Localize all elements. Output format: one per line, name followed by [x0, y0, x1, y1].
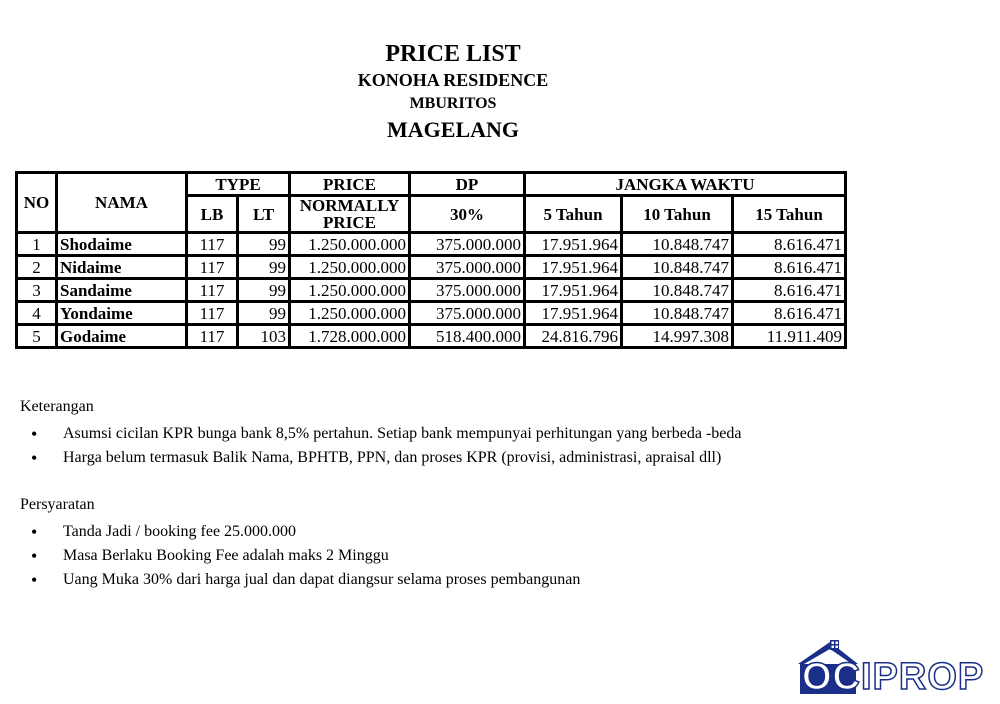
cell-5-tahun: 17.951.964 [526, 280, 623, 303]
cell-5-tahun: 17.951.964 [526, 234, 623, 257]
cell-10-tahun: 10.848.747 [623, 257, 734, 280]
cell-10-tahun: 10.848.747 [623, 234, 734, 257]
table-row [18, 303, 844, 326]
cell-10-tahun: 10.848.747 [623, 303, 734, 326]
cell-5-tahun: 24.816.796 [526, 326, 623, 346]
cell-5-tahun: 17.951.964 [526, 257, 623, 280]
keterangan-list [20, 422, 742, 470]
persyaratan-list [20, 520, 580, 592]
keterangan-section [20, 398, 742, 470]
cell-nama: Nidaime [58, 257, 188, 280]
area-name: MBURITOS [409, 95, 497, 112]
table-row [18, 326, 844, 346]
keterangan-title: Keterangan [20, 398, 94, 415]
cell-nama: Godaime [58, 326, 188, 346]
cell-15-tahun: 8.616.471 [734, 303, 844, 326]
cell-no: 4 [18, 303, 58, 326]
table-row [18, 234, 844, 257]
persyaratan-section [20, 496, 580, 592]
table-row [18, 280, 844, 303]
cell-lb: 117 [188, 303, 239, 326]
cell-15-tahun: 11.911.409 [766, 326, 842, 346]
cell-dp: 375.000.000 [411, 280, 526, 303]
cell-15-tahun: 8.616.471 [734, 280, 844, 303]
cell-nama: Shodaime [58, 234, 188, 257]
cell-no: 2 [18, 257, 58, 280]
cell-5-tahun: 17.951.964 [526, 303, 623, 326]
persyaratan-title: Persyaratan [20, 496, 95, 513]
list-item: • Masa Berlaku Booking Fee adalah maks 2 Minggu [20, 544, 580, 568]
cell-price: 1.250.000.000 [291, 234, 411, 257]
cell-lt: 99 [239, 257, 291, 280]
cell-dp: 375.000.000 [411, 257, 526, 280]
cell-lt: 99 [239, 303, 291, 326]
header-dp-percent: 30% [411, 197, 526, 234]
cell-no: 5 [18, 326, 58, 346]
list-item: • Asumsi cicilan KPR bunga bank 8,5% pertahun. Setiap bank mempunyai perhitungan yang berbeda -beda [20, 422, 742, 446]
cell-lb: 117 [188, 280, 239, 303]
header-type: TYPE [188, 174, 291, 197]
cell-lt: 99 [239, 280, 291, 303]
cell-price: 1.250.000.000 [291, 303, 411, 326]
header-price: PRICE [291, 174, 411, 197]
header-normally-price: NORMALLY PRICE [291, 197, 411, 234]
list-item: • Harga belum termasuk Balik Nama, BPHTB, PPN, dan proses KPR (provisi, administrasi, apraisal dll) [20, 446, 742, 470]
header-dp: DP [411, 174, 526, 197]
header-5-tahun: 5 Tahun [526, 197, 623, 234]
cell-no: 1 [18, 234, 58, 257]
header-15-tahun: 15 Tahun [734, 197, 844, 234]
logo-text: OCIPROP [802, 656, 985, 698]
cell-lt: 103 [239, 326, 291, 346]
header-no: NO [18, 174, 58, 234]
page-title: PRICE LIST [385, 41, 521, 67]
cell-lt: 99 [239, 234, 291, 257]
price-table [15, 171, 847, 349]
cell-price: 1.728.000.000 [291, 326, 411, 346]
cell-lb: 117 [188, 326, 239, 346]
table-row [18, 257, 844, 280]
cell-lb: 117 [188, 234, 239, 257]
ociprop-logo [796, 638, 992, 698]
cell-dp: 375.000.000 [411, 234, 526, 257]
list-item: • Tanda Jadi / booking fee 25.000.000 [20, 520, 580, 544]
cell-10-tahun: 14.997.308 [623, 326, 734, 346]
cell-nama: Sandaime [58, 280, 188, 303]
header-nama: NAMA [58, 174, 188, 234]
header-lt: LT [239, 197, 291, 234]
cell-dp: 518.400.000 [411, 326, 526, 346]
cell-dp: 375.000.000 [411, 303, 526, 326]
cell-nama: Yondaime [58, 303, 188, 326]
city-name: MAGELANG [387, 117, 519, 142]
header-10-tahun: 10 Tahun [623, 197, 734, 234]
header-lb: LB [188, 197, 239, 234]
header-jangka-waktu: JANGKA WAKTU [526, 174, 844, 197]
cell-no: 3 [18, 280, 58, 303]
list-item: • Uang Muka 30% dari harga jual dan dapat diangsur selama proses pembangunan [20, 568, 580, 592]
cell-lb: 117 [188, 257, 239, 280]
cell-15-tahun: 8.616.471 [734, 234, 844, 257]
cell-price: 1.250.000.000 [291, 280, 411, 303]
cell-price: 1.250.000.000 [291, 257, 411, 280]
cell-15-tahun: 8.616.471 [734, 257, 844, 280]
project-name: KONOHA RESIDENCE [357, 70, 549, 90]
cell-10-tahun: 10.848.747 [623, 280, 734, 303]
